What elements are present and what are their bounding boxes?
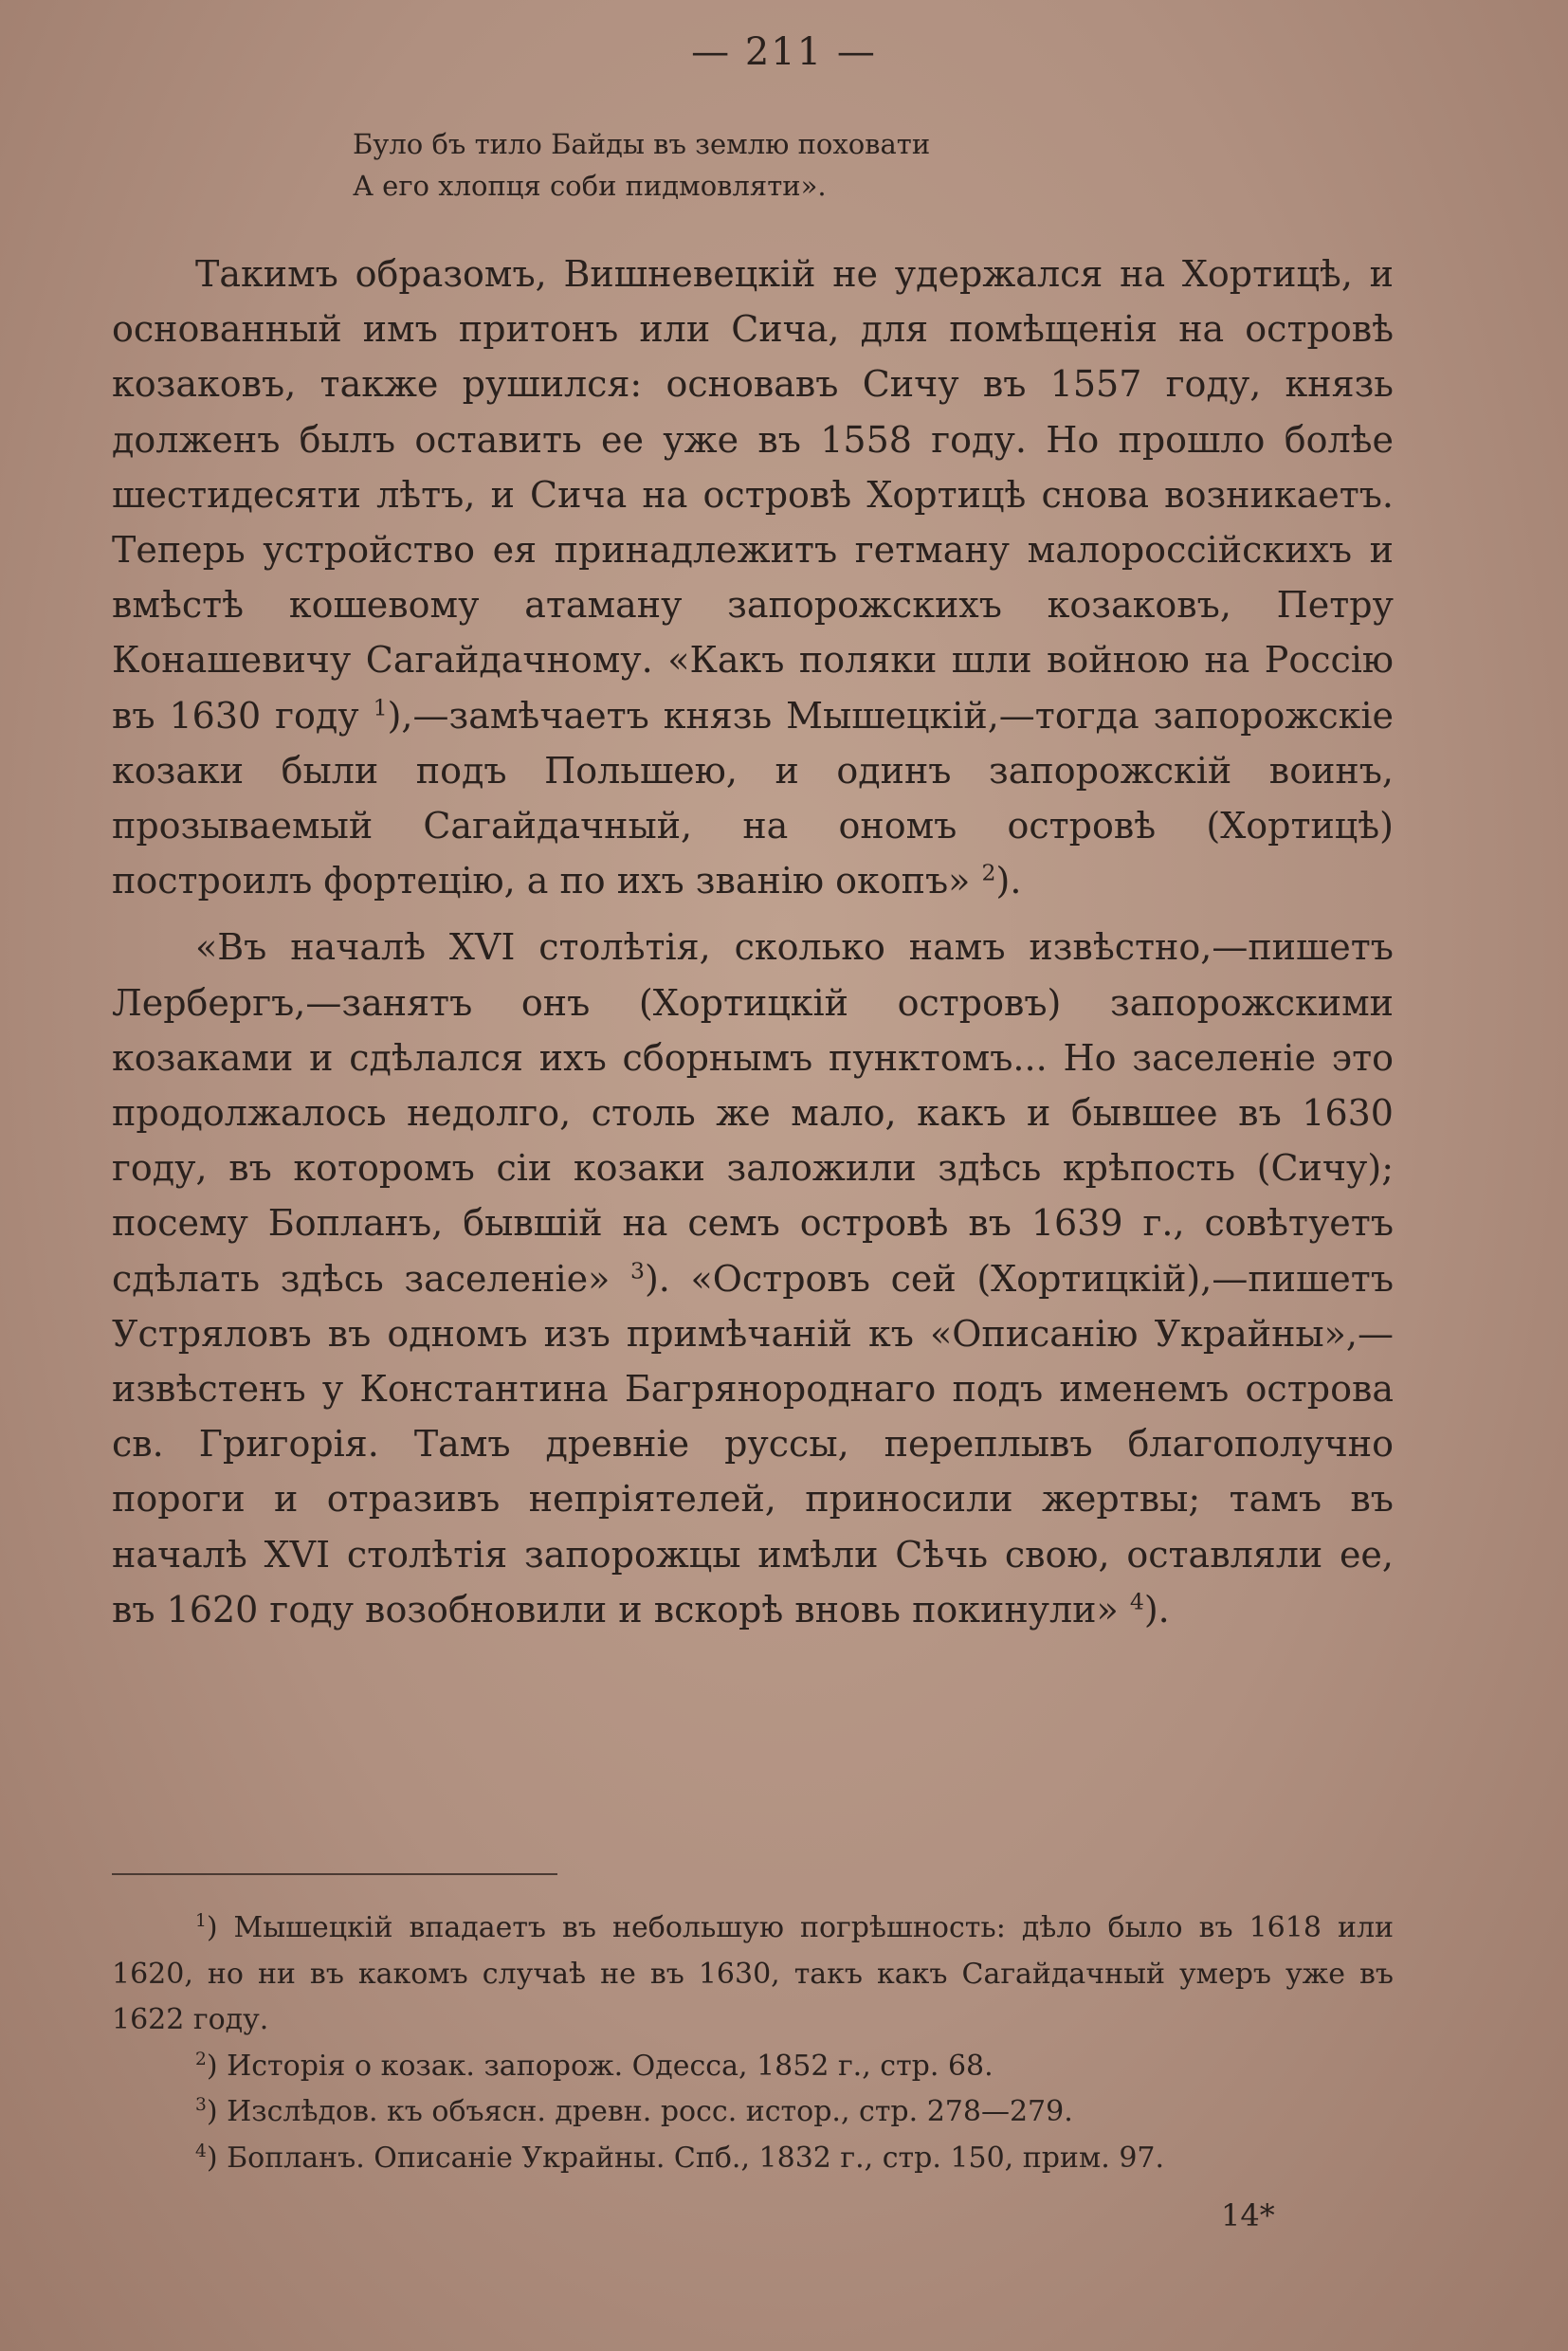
text-run: ). «Островъ сей (Хортицкій),—пишетъ Устряловъ въ одномъ изъ примѣчаній къ «Описанію Украйны»,—извѣстенъ у Константина Багрянороднаго подъ именемъ острова св. Григорія. Тамъ древніе руссы, переплывъ благополучно пороги и отразивъ непріятелей, приносили жертвы; тамъ въ началѣ XVI столѣтія запорожцы имѣли Сѣчь свою, оставляли ее, въ 1620 году возобновили и вскорѣ вновь покинули» — [112, 1257, 1394, 1631]
footnote-text: ) Мышецкій впадаетъ въ небольшую погрѣшность: дѣло было въ 1618 или 1620, но ни въ какомъ случаѣ не въ 1630, такъ какъ Сагайдачный умеръ уже въ 1622 году. — [112, 1911, 1394, 2036]
verse-line: Було бъ тило Байды въ землю поховати — [353, 128, 931, 160]
footnote-text: ) Изслѣдов. къ объясн. древн. росс. истор., стр. 278—279. — [206, 2095, 1073, 2128]
text-run: ),—замѣчаетъ князь Мышецкій,—тогда запорожскіе козаки были подъ Польшею, и одинъ запорожскій воинъ, прозываемый Сагайдачный, на ономъ островѣ (Хортицѣ) построилъ фортецію, а по ихъ званію окопъ» — [112, 694, 1394, 902]
footnote — [112, 2044, 1394, 2090]
text-run: ). — [1143, 1588, 1170, 1631]
text-run: ). — [995, 860, 1022, 902]
footnote-ref: 2 — [981, 859, 996, 886]
body-text — [112, 246, 1394, 1637]
text-run: «Въ началѣ XVI столѣтія, сколько намъ извѣстно,—пишетъ Лербергъ,—занятъ онъ (Хортицкій островъ) запорожскими козаками и сдѣлался ихъ сборнымъ пунктомъ... Но заселеніе это продолжалось недолго, столь же мало, какъ и бывшее въ 1630 году, въ которомъ сіи козаки заложили здѣсь крѣпость (Сичу); посему Бопланъ, бывшій на семъ островѣ въ 1639 г., совѣтуетъ сдѣлать здѣсь заселеніе» — [112, 926, 1394, 1300]
footnote-mark: 3 — [195, 2095, 207, 2115]
footnote-text: ) Бопланъ. Описаніе Украйны. Спб., 1832 г., стр. 150, прим. 97. — [206, 2141, 1165, 2175]
footnote-mark: 1 — [195, 1911, 207, 1931]
footnote-ref: 4 — [1129, 1588, 1144, 1615]
footnote-text: ) Исторія о козак. запорож. Одесса, 1852 г., стр. 68. — [206, 2049, 994, 2083]
paragraph — [112, 920, 1394, 1637]
signature-mark: 14* — [1221, 2197, 1275, 2233]
footnote-mark: 2 — [195, 2049, 207, 2069]
page-number: — 211 — — [691, 30, 877, 74]
verse-line: А его хлопця соби пидмовляти». — [353, 170, 827, 202]
footnote-mark: 4 — [195, 2141, 207, 2161]
footnote-divider — [112, 1873, 557, 1875]
paragraph — [112, 246, 1394, 908]
footnote-ref: 1 — [373, 693, 388, 720]
footnote — [112, 2089, 1394, 2136]
footnotes — [112, 1905, 1394, 2181]
footnote — [112, 2136, 1394, 2182]
verse-quote — [353, 123, 1206, 207]
footnote — [112, 1905, 1394, 2044]
text-run: Такимъ образомъ, Вишневецкій не удержался на Хортицѣ, и основанный имъ притонъ или Сича, для помѣщенія на островѣ козаковъ, также рушился: основавъ Сичу въ 1557 году, князь долженъ былъ оставить ее уже въ 1558 году. Но прошло болѣе шестидесяти лѣтъ, и Сича на островѣ Хортицѣ снова возникаетъ. Теперь устройство ея принадлежитъ гетману малороссійскихъ и вмѣстѣ кошевому атаману запорожскихъ козаковъ, Петру Конашевичу Сагайдачному. «Какъ поляки шли войною на Россію въ 1630 году — [112, 253, 1394, 737]
footnote-ref: 3 — [629, 1257, 645, 1284]
